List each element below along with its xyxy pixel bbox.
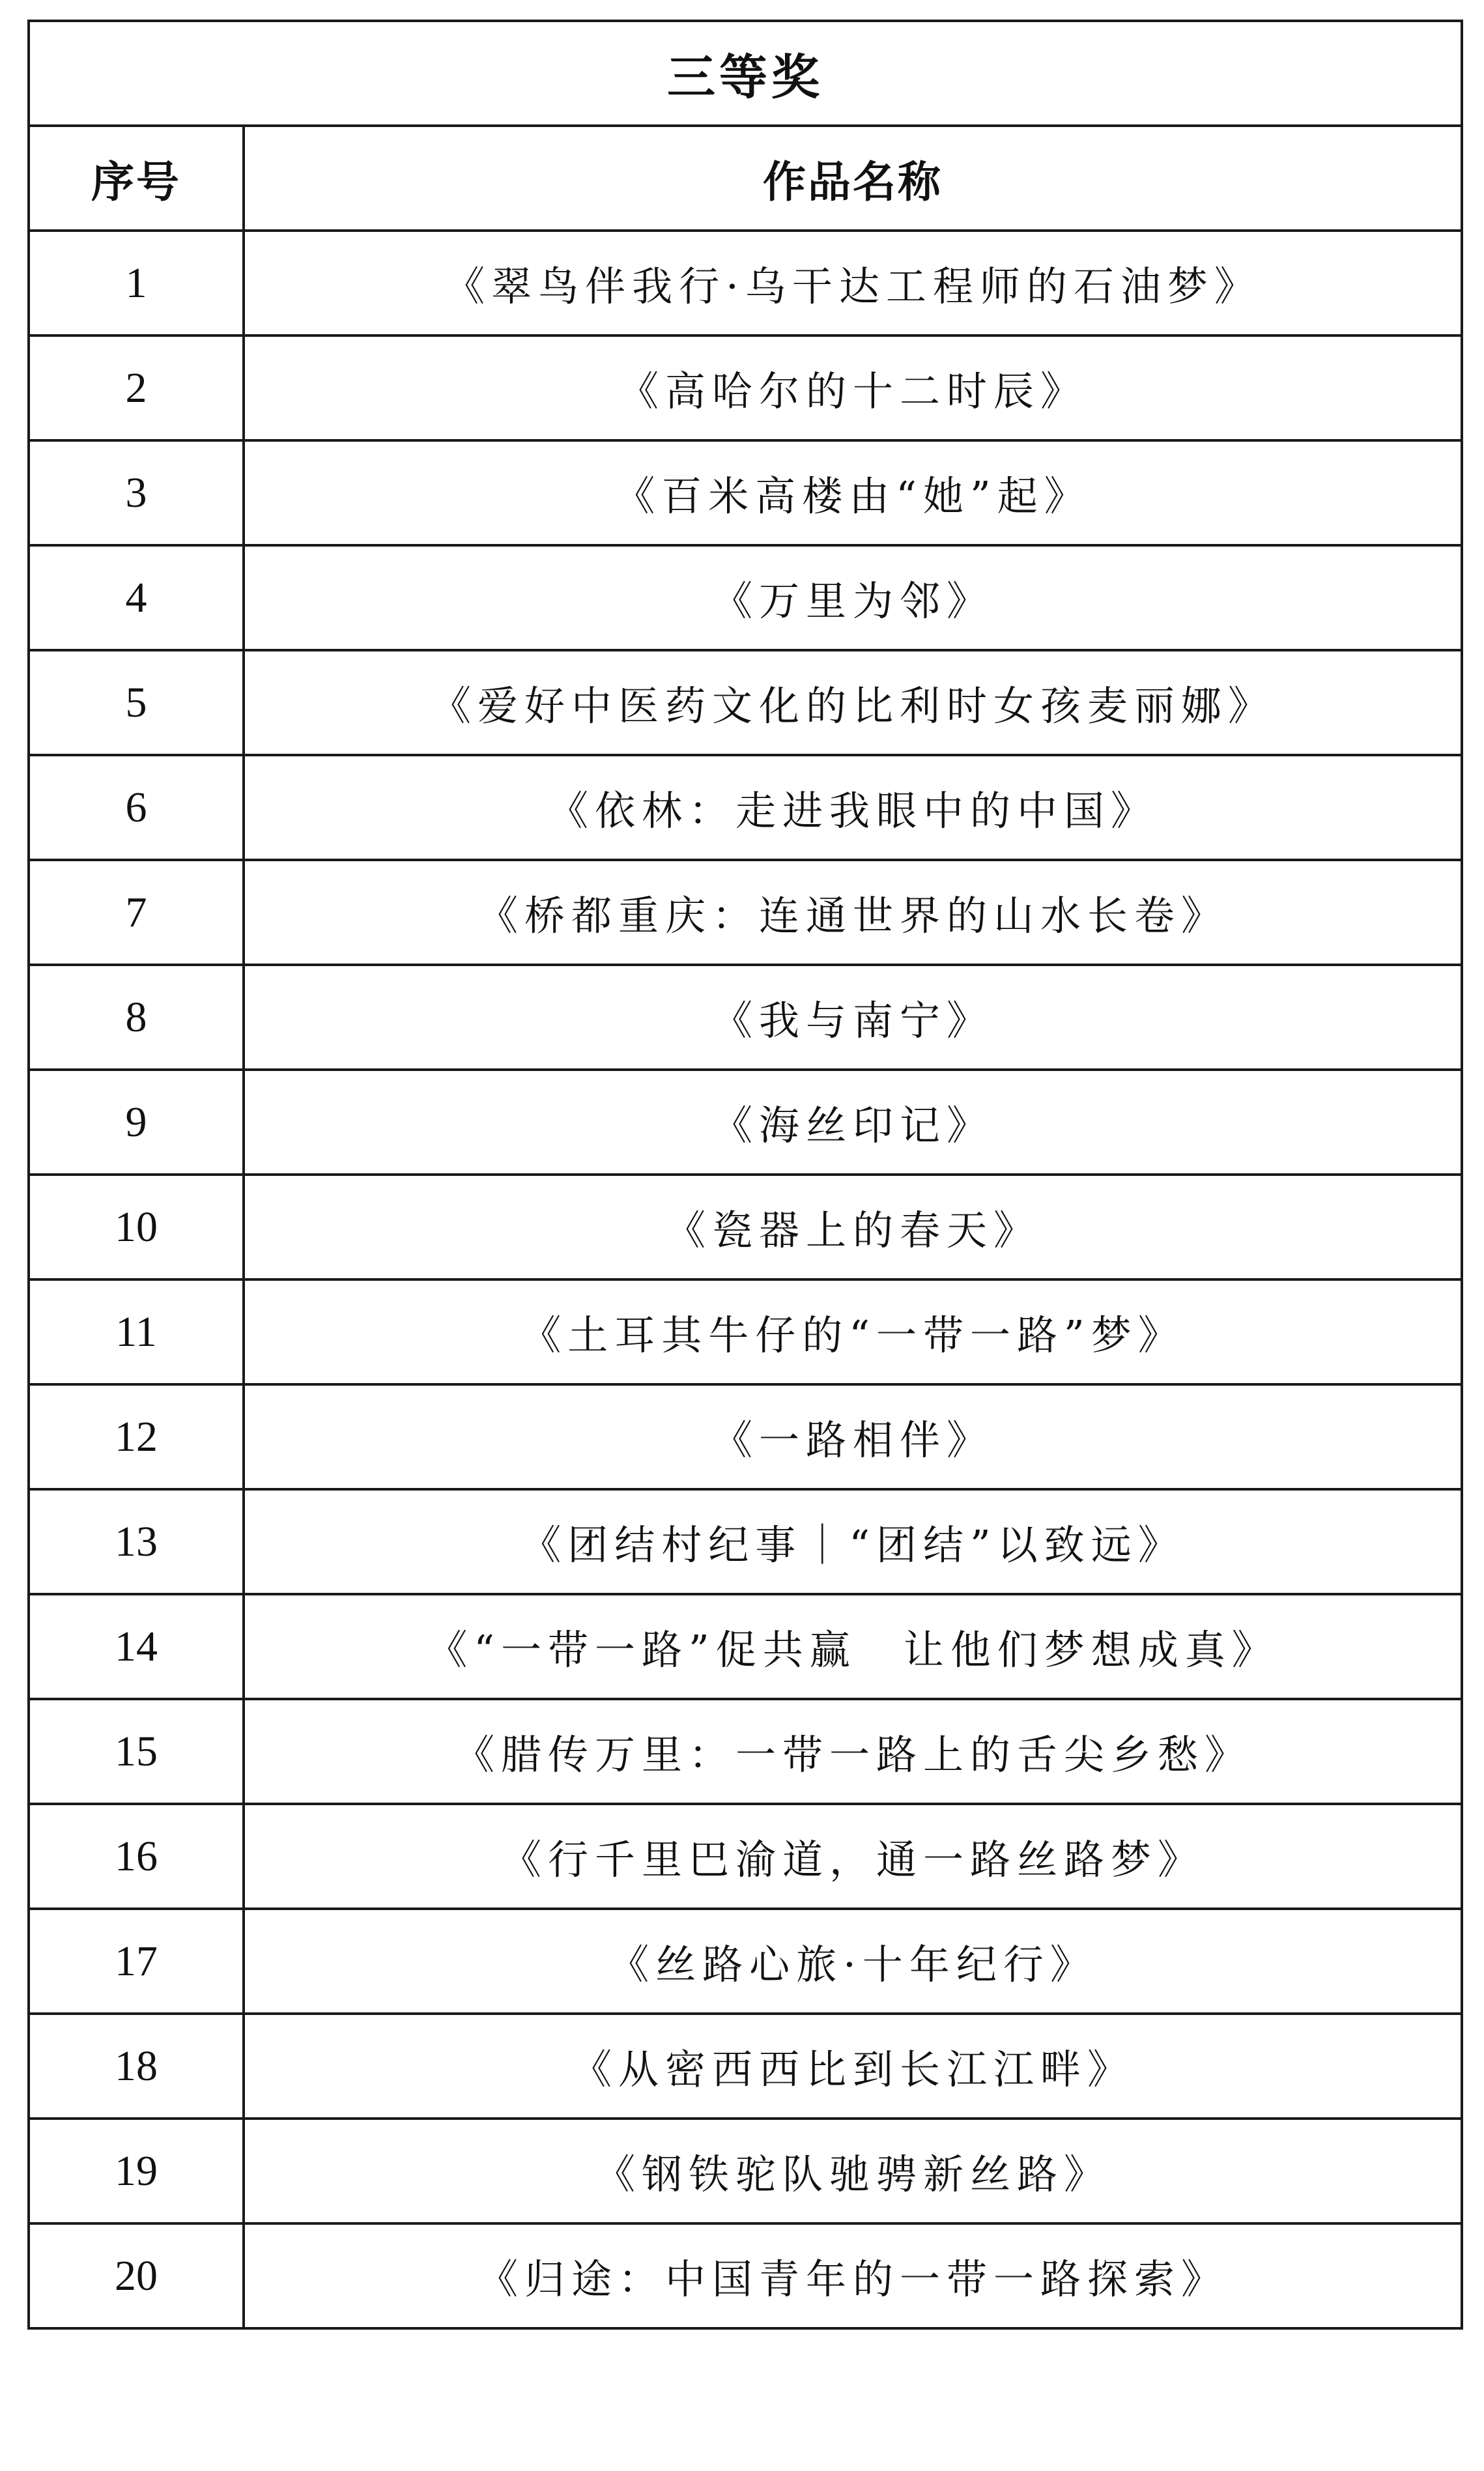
table-row (29, 2119, 1462, 2223)
work-name: 《一路相伴》 (244, 1384, 1462, 1489)
header-work-name: 作品名称 (244, 126, 1462, 231)
work-name: 《桥都重庆：连通世界的山水长卷》 (244, 860, 1462, 965)
table-row (29, 1175, 1462, 1279)
row-number: 15 (29, 1699, 244, 1804)
awards-table (27, 20, 1463, 2330)
table-row (29, 2014, 1462, 2119)
work-name: 《海丝印记》 (244, 1070, 1462, 1175)
row-number: 14 (29, 1594, 244, 1699)
table-row (29, 231, 1462, 336)
work-name: 《百米高楼由“她”起》 (244, 440, 1462, 545)
table-row (29, 1070, 1462, 1175)
row-number: 13 (29, 1489, 244, 1594)
work-name: 《钢铁驼队驰骋新丝路》 (244, 2119, 1462, 2223)
table-row (29, 965, 1462, 1070)
row-number: 20 (29, 2223, 244, 2328)
row-number: 11 (29, 1279, 244, 1384)
table-row (29, 1384, 1462, 1489)
work-name: 《土耳其牛仔的“一带一路”梦》 (244, 1279, 1462, 1384)
row-number: 19 (29, 2119, 244, 2223)
table-row (29, 440, 1462, 545)
table-title: 三等奖 (29, 21, 1462, 126)
row-number: 3 (29, 440, 244, 545)
row-number: 2 (29, 336, 244, 440)
row-number: 9 (29, 1070, 244, 1175)
work-name: 《我与南宁》 (244, 965, 1462, 1070)
header-row (29, 126, 1462, 231)
title-row (29, 21, 1462, 126)
table-row (29, 650, 1462, 755)
row-number: 16 (29, 1804, 244, 1909)
row-number: 5 (29, 650, 244, 755)
work-name: 《腊传万里：一带一路上的舌尖乡愁》 (244, 1699, 1462, 1804)
table-row (29, 1909, 1462, 2014)
row-number: 4 (29, 545, 244, 650)
work-name: 《团结村纪事｜“团结”以致远》 (244, 1489, 1462, 1594)
work-name: 《依林：走进我眼中的中国》 (244, 755, 1462, 860)
table-row (29, 1279, 1462, 1384)
work-name: 《高哈尔的十二时辰》 (244, 336, 1462, 440)
work-name: 《翠鸟伴我行·乌干达工程师的石油梦》 (244, 231, 1462, 336)
table-row (29, 1489, 1462, 1594)
work-name: 《归途：中国青年的一带一路探索》 (244, 2223, 1462, 2328)
work-name: 《瓷器上的春天》 (244, 1175, 1462, 1279)
table-row (29, 545, 1462, 650)
row-number: 12 (29, 1384, 244, 1489)
work-name: 《行千里巴渝道，通一路丝路梦》 (244, 1804, 1462, 1909)
table-row (29, 2223, 1462, 2328)
table-row (29, 1594, 1462, 1699)
row-number: 6 (29, 755, 244, 860)
row-number: 8 (29, 965, 244, 1070)
row-number: 10 (29, 1175, 244, 1279)
table-row (29, 336, 1462, 440)
work-name: 《万里为邻》 (244, 545, 1462, 650)
row-number: 7 (29, 860, 244, 965)
work-name: 《丝路心旅·十年纪行》 (244, 1909, 1462, 2014)
table-row (29, 1804, 1462, 1909)
table-row (29, 1699, 1462, 1804)
table-row (29, 755, 1462, 860)
header-number: 序号 (29, 126, 244, 231)
row-number: 1 (29, 231, 244, 336)
row-number: 17 (29, 1909, 244, 2014)
row-number: 18 (29, 2014, 244, 2119)
table-row (29, 860, 1462, 965)
work-name: 《爱好中医药文化的比利时女孩麦丽娜》 (244, 650, 1462, 755)
work-name: 《“一带一路”促共赢 让他们梦想成真》 (244, 1594, 1462, 1699)
work-name: 《从密西西比到长江江畔》 (244, 2014, 1462, 2119)
